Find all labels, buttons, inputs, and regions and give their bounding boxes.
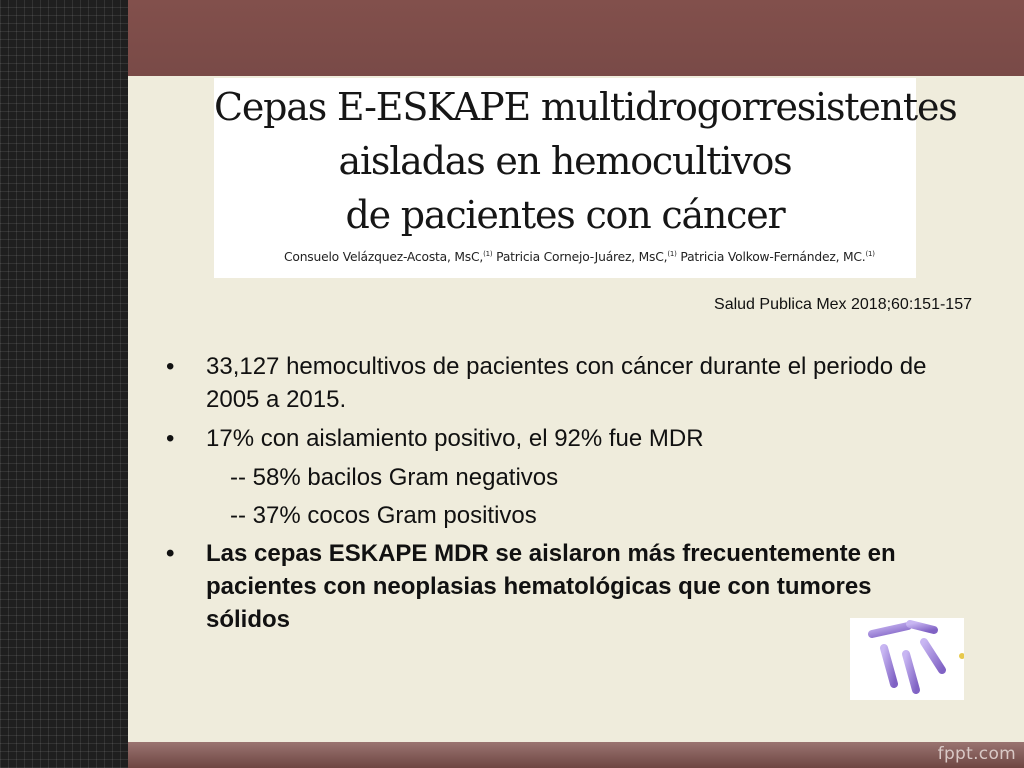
author-affiliation: (1) (865, 250, 875, 258)
bullet-item (162, 350, 962, 416)
author-name: Patricia Volkow-Fernández, MC. (680, 250, 866, 265)
bullet-text: Las cepas ESKAPE MDR se aislaron más frecuentemente en pacientes con neoplasias hematológicas que con tumores sólidos (206, 540, 896, 633)
slide-content-panel (128, 76, 1024, 742)
footer-band (128, 742, 1024, 768)
article-authors (284, 250, 875, 264)
header-band (128, 0, 1024, 76)
watermark-text: fppt.com (937, 744, 1016, 764)
title-line-3: de pacientes con cáncer (345, 193, 785, 237)
bullet-dot: • (166, 353, 175, 380)
article-title-image (214, 78, 957, 278)
bacilli-icon (850, 618, 964, 700)
author-name: Patricia Cornejo-Juárez, MsC, (496, 250, 668, 265)
bacteria-illustration (850, 618, 964, 700)
bullet-dot: • (166, 540, 175, 567)
bullet-text: 17% con aislamiento positivo, el 92% fue MDR (206, 425, 704, 452)
sub-bullet-item: -- 58% bacilos Gram negativos (230, 464, 559, 491)
author-name: Consuelo Velázquez-Acosta, MsC, (284, 250, 484, 265)
left-pattern-strip (0, 0, 128, 768)
title-line-2: aisladas en hemocultivos (338, 139, 792, 183)
bullet-item (162, 422, 962, 455)
article-title (214, 78, 957, 242)
bullet-dot: • (166, 425, 175, 452)
sub-bullet-item: -- 37% cocos Gram positivos (230, 502, 537, 529)
bullet-text: 33,127 hemocultivos de pacientes con cáncer durante el periodo de 2005 a 2015. (206, 353, 927, 413)
bullet-item-bold (162, 537, 962, 636)
author-affiliation: (1) (667, 250, 677, 258)
author-affiliation: (1) (483, 250, 493, 258)
title-line-1: Cepas E-ESKAPE multidrogorresistentes (214, 85, 957, 129)
citation-text: Salud Publica Mex 2018;60:151-157 (714, 296, 972, 313)
bullet-list (162, 350, 962, 642)
